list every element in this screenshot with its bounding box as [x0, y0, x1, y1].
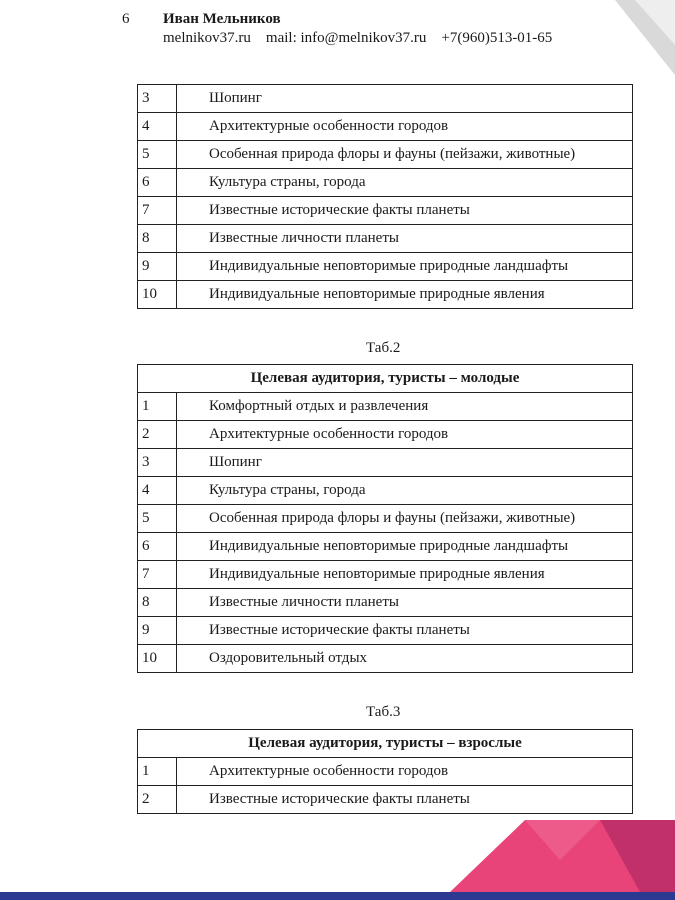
row-text: Особенная природа флоры и фауны (пейзажи, животные) [177, 505, 633, 533]
row-number: 3 [138, 85, 177, 113]
row-number: 1 [138, 758, 177, 786]
row-text: Шопинг [177, 85, 633, 113]
page-header [0, 0, 675, 60]
table-2-body [138, 365, 633, 673]
row-text: Культура страны, города [177, 169, 633, 197]
table-row [138, 786, 633, 814]
contact-line: melnikov37.ru mail: info@melnikov37.ru +7(960)513-01-65 [163, 30, 553, 46]
table-1-body [138, 85, 633, 309]
row-text: Известные исторические факты планеты [177, 197, 633, 225]
table-2 [137, 364, 633, 673]
row-number: 5 [138, 141, 177, 169]
table-row [138, 477, 633, 505]
row-number: 6 [138, 533, 177, 561]
table-row [138, 758, 633, 786]
table-row [138, 421, 633, 449]
row-number: 4 [138, 113, 177, 141]
table-row [138, 533, 633, 561]
row-text: Известные исторические факты планеты [177, 617, 633, 645]
row-number: 7 [138, 197, 177, 225]
corner-decoration [615, 0, 675, 75]
table-row [138, 645, 633, 673]
table-row [138, 449, 633, 477]
row-text: Индивидуальные неповторимые природные явления [177, 281, 633, 309]
row-text: Известные личности планеты [177, 225, 633, 253]
row-text: Архитектурные особенности городов [177, 113, 633, 141]
table-3-caption: Таб.3 [366, 704, 401, 720]
table-row [138, 393, 633, 421]
table-2-caption: Таб.2 [366, 340, 401, 356]
row-text: Известные личности планеты [177, 589, 633, 617]
table-3-header: Целевая аудитория, туристы – взрослые [138, 730, 633, 758]
row-number: 10 [138, 645, 177, 673]
row-text: Индивидуальные неповторимые природные явления [177, 561, 633, 589]
row-text: Комфортный отдых и развлечения [177, 393, 633, 421]
row-number: 8 [138, 589, 177, 617]
table-3-body [138, 730, 633, 814]
page-number: 6 [122, 11, 130, 27]
row-number: 7 [138, 561, 177, 589]
row-text: Архитектурные особенности городов [177, 758, 633, 786]
table-1 [137, 84, 633, 309]
row-number: 10 [138, 281, 177, 309]
row-number: 3 [138, 449, 177, 477]
table-header-row [138, 730, 633, 758]
row-number: 9 [138, 253, 177, 281]
table-row [138, 617, 633, 645]
row-text: Архитектурные особенности городов [177, 421, 633, 449]
table-row [138, 169, 633, 197]
row-number: 2 [138, 421, 177, 449]
table-row [138, 85, 633, 113]
table-row [138, 589, 633, 617]
table-header-row [138, 365, 633, 393]
row-number: 6 [138, 169, 177, 197]
table-row [138, 141, 633, 169]
row-number: 5 [138, 505, 177, 533]
footer-decoration [0, 815, 675, 900]
row-text: Оздоровительный отдых [177, 645, 633, 673]
row-text: Особенная природа флоры и фауны (пейзажи, животные) [177, 141, 633, 169]
row-text: Культура страны, города [177, 477, 633, 505]
table-3 [137, 729, 633, 814]
table-row [138, 113, 633, 141]
row-number: 8 [138, 225, 177, 253]
row-text: Шопинг [177, 449, 633, 477]
table-row [138, 197, 633, 225]
row-number: 4 [138, 477, 177, 505]
table-row [138, 505, 633, 533]
table-row [138, 253, 633, 281]
author-name: Иван Мельников [163, 11, 281, 27]
row-number: 9 [138, 617, 177, 645]
table-row [138, 281, 633, 309]
row-text: Индивидуальные неповторимые природные ландшафты [177, 533, 633, 561]
row-number: 1 [138, 393, 177, 421]
row-text: Индивидуальные неповторимые природные ландшафты [177, 253, 633, 281]
table-row [138, 561, 633, 589]
table-row [138, 225, 633, 253]
table-2-header: Целевая аудитория, туристы – молодые [138, 365, 633, 393]
row-text: Известные исторические факты планеты [177, 786, 633, 814]
row-number: 2 [138, 786, 177, 814]
